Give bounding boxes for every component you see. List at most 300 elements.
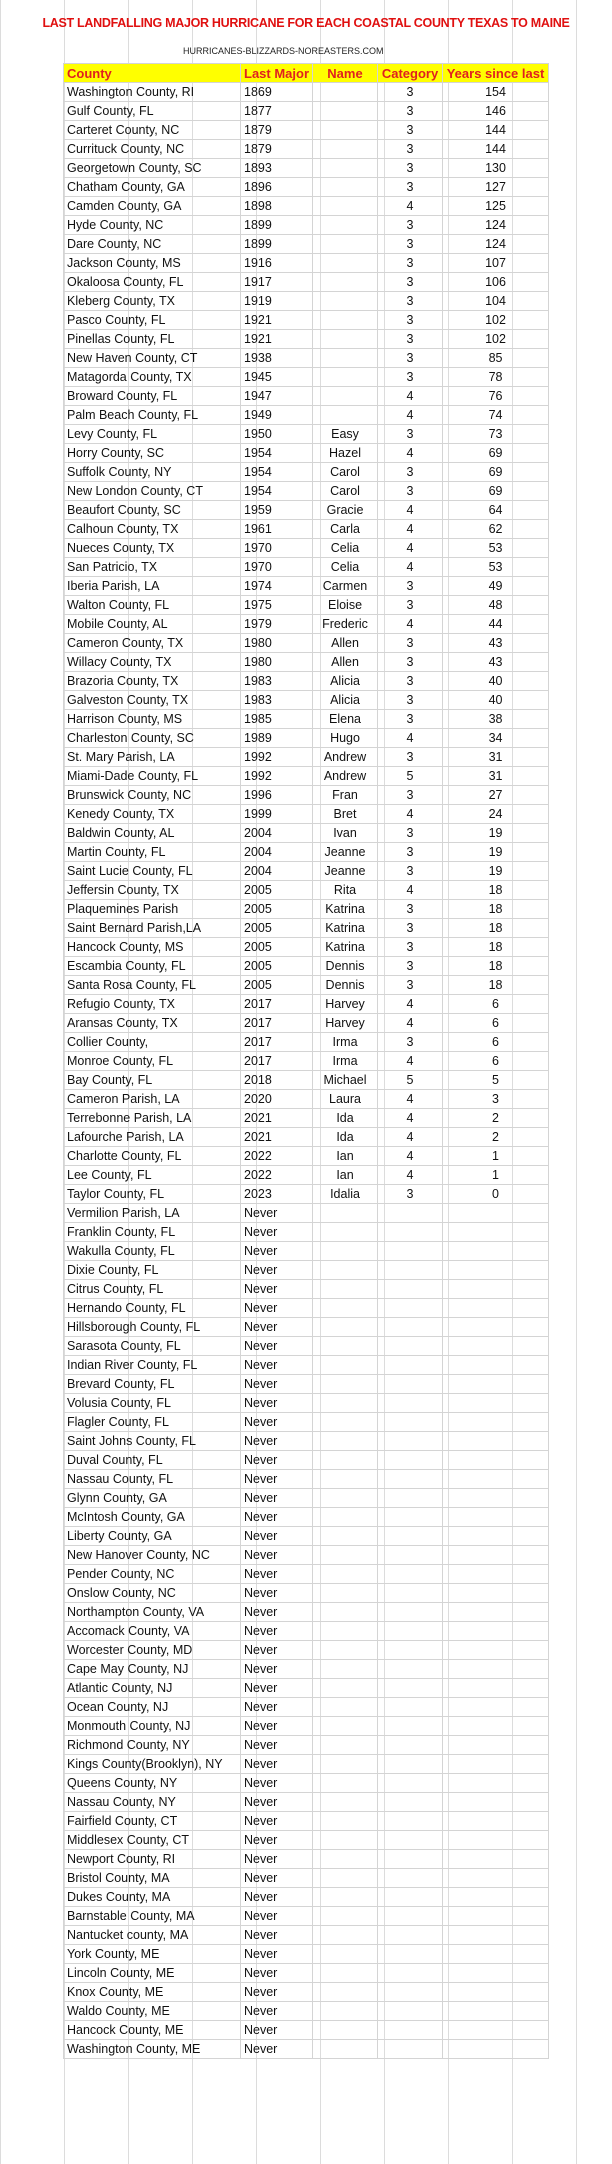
years-since-cell[interactable] [443, 1432, 549, 1451]
name-cell[interactable]: Jeanne [313, 843, 378, 862]
county-cell[interactable]: Kings County(Brooklyn), NY [64, 1755, 241, 1774]
years-since-cell[interactable] [443, 1242, 549, 1261]
category-cell[interactable] [378, 1470, 443, 1489]
last-major-cell[interactable]: 2017 [241, 1033, 313, 1052]
category-cell[interactable]: 4 [378, 520, 443, 539]
name-cell[interactable] [313, 1869, 378, 1888]
years-since-cell[interactable] [443, 1375, 549, 1394]
last-major-cell[interactable]: 2004 [241, 843, 313, 862]
category-cell[interactable] [378, 1622, 443, 1641]
county-cell[interactable]: Calhoun County, TX [64, 520, 241, 539]
category-cell[interactable]: 3 [378, 1033, 443, 1052]
last-major-cell[interactable]: Never [241, 1394, 313, 1413]
last-major-cell[interactable]: Never [241, 1299, 313, 1318]
category-cell[interactable]: 3 [378, 748, 443, 767]
county-cell[interactable]: Indian River County, FL [64, 1356, 241, 1375]
county-cell[interactable]: Washington County, ME [64, 2040, 241, 2059]
name-cell[interactable]: Dennis [313, 976, 378, 995]
last-major-cell[interactable]: 1916 [241, 254, 313, 273]
county-cell[interactable]: Saint Lucie County, FL [64, 862, 241, 881]
years-since-cell[interactable]: 144 [443, 121, 549, 140]
county-cell[interactable]: Refugio County, TX [64, 995, 241, 1014]
name-cell[interactable]: Rita [313, 881, 378, 900]
county-cell[interactable]: Terrebonne Parish, LA [64, 1109, 241, 1128]
county-cell[interactable]: Franklin County, FL [64, 1223, 241, 1242]
county-cell[interactable]: Dixie County, FL [64, 1261, 241, 1280]
last-major-cell[interactable]: Never [241, 1869, 313, 1888]
category-cell[interactable]: 3 [378, 159, 443, 178]
years-since-cell[interactable] [443, 1489, 549, 1508]
last-major-cell[interactable]: 1979 [241, 615, 313, 634]
last-major-cell[interactable]: 2021 [241, 1109, 313, 1128]
county-cell[interactable]: Kleberg County, TX [64, 292, 241, 311]
category-cell[interactable] [378, 1793, 443, 1812]
name-cell[interactable] [313, 1812, 378, 1831]
category-cell[interactable]: 3 [378, 900, 443, 919]
name-cell[interactable] [313, 1888, 378, 1907]
name-cell[interactable] [313, 1356, 378, 1375]
years-since-cell[interactable]: 53 [443, 558, 549, 577]
last-major-cell[interactable]: 2005 [241, 900, 313, 919]
category-cell[interactable] [378, 1565, 443, 1584]
name-cell[interactable] [313, 216, 378, 235]
county-cell[interactable]: Okaloosa County, FL [64, 273, 241, 292]
last-major-cell[interactable]: Never [241, 1242, 313, 1261]
name-cell[interactable]: Easy [313, 425, 378, 444]
name-cell[interactable] [313, 1337, 378, 1356]
county-cell[interactable]: Mobile County, AL [64, 615, 241, 634]
name-cell[interactable] [313, 349, 378, 368]
county-cell[interactable]: Brunswick County, NC [64, 786, 241, 805]
years-since-cell[interactable]: 53 [443, 539, 549, 558]
last-major-cell[interactable]: 2017 [241, 1014, 313, 1033]
years-since-cell[interactable] [443, 1546, 549, 1565]
category-cell[interactable]: 3 [378, 596, 443, 615]
last-major-cell[interactable]: 2021 [241, 1128, 313, 1147]
years-since-cell[interactable]: 19 [443, 824, 549, 843]
years-since-cell[interactable] [443, 1774, 549, 1793]
category-cell[interactable] [378, 1812, 443, 1831]
last-major-cell[interactable]: 1954 [241, 463, 313, 482]
county-cell[interactable]: Pinellas County, FL [64, 330, 241, 349]
county-cell[interactable]: Volusia County, FL [64, 1394, 241, 1413]
name-cell[interactable] [313, 1945, 378, 1964]
county-cell[interactable]: Lincoln County, ME [64, 1964, 241, 1983]
county-cell[interactable]: Monmouth County, NJ [64, 1717, 241, 1736]
last-major-cell[interactable]: 2004 [241, 824, 313, 843]
name-cell[interactable] [313, 330, 378, 349]
last-major-cell[interactable]: Never [241, 1318, 313, 1337]
name-cell[interactable]: Carol [313, 463, 378, 482]
last-major-cell[interactable]: 2018 [241, 1071, 313, 1090]
years-since-cell[interactable]: 18 [443, 900, 549, 919]
years-since-cell[interactable]: 154 [443, 83, 549, 102]
county-cell[interactable]: Hyde County, NC [64, 216, 241, 235]
name-cell[interactable] [313, 83, 378, 102]
name-cell[interactable] [313, 1299, 378, 1318]
last-major-cell[interactable]: 1989 [241, 729, 313, 748]
county-cell[interactable]: Accomack County, VA [64, 1622, 241, 1641]
category-cell[interactable]: 3 [378, 311, 443, 330]
last-major-cell[interactable]: Never [241, 1584, 313, 1603]
last-major-cell[interactable]: 1975 [241, 596, 313, 615]
years-since-cell[interactable] [443, 1907, 549, 1926]
county-cell[interactable]: St. Mary Parish, LA [64, 748, 241, 767]
years-since-cell[interactable] [443, 1470, 549, 1489]
header-county[interactable]: County [64, 64, 241, 83]
header-name[interactable]: Name [313, 64, 378, 83]
category-cell[interactable] [378, 1831, 443, 1850]
last-major-cell[interactable]: 1938 [241, 349, 313, 368]
category-cell[interactable] [378, 1223, 443, 1242]
years-since-cell[interactable]: 40 [443, 672, 549, 691]
county-cell[interactable]: Brazoria County, TX [64, 672, 241, 691]
last-major-cell[interactable]: Never [241, 1945, 313, 1964]
last-major-cell[interactable]: 2017 [241, 995, 313, 1014]
years-since-cell[interactable] [443, 1603, 549, 1622]
category-cell[interactable] [378, 1432, 443, 1451]
years-since-cell[interactable]: 6 [443, 1014, 549, 1033]
category-cell[interactable]: 4 [378, 558, 443, 577]
county-cell[interactable]: Citrus County, FL [64, 1280, 241, 1299]
county-cell[interactable]: Broward County, FL [64, 387, 241, 406]
category-cell[interactable]: 3 [378, 121, 443, 140]
county-cell[interactable]: Duval County, FL [64, 1451, 241, 1470]
last-major-cell[interactable]: Never [241, 1755, 313, 1774]
last-major-cell[interactable]: 1974 [241, 577, 313, 596]
category-cell[interactable] [378, 1907, 443, 1926]
name-cell[interactable] [313, 1698, 378, 1717]
county-cell[interactable]: Palm Beach County, FL [64, 406, 241, 425]
county-cell[interactable]: Saint Bernard Parish,LA [64, 919, 241, 938]
county-cell[interactable]: Waldo County, ME [64, 2002, 241, 2021]
county-cell[interactable]: Chatham County, GA [64, 178, 241, 197]
county-cell[interactable]: Pasco County, FL [64, 311, 241, 330]
years-since-cell[interactable] [443, 1299, 549, 1318]
category-cell[interactable]: 4 [378, 1014, 443, 1033]
name-cell[interactable] [313, 1508, 378, 1527]
last-major-cell[interactable]: 1896 [241, 178, 313, 197]
category-cell[interactable] [378, 1261, 443, 1280]
county-cell[interactable]: Jeffersin County, TX [64, 881, 241, 900]
county-cell[interactable]: Currituck County, NC [64, 140, 241, 159]
years-since-cell[interactable] [443, 1983, 549, 2002]
years-since-cell[interactable]: 102 [443, 330, 549, 349]
last-major-cell[interactable]: Never [241, 1356, 313, 1375]
county-cell[interactable]: Carteret County, NC [64, 121, 241, 140]
years-since-cell[interactable]: 78 [443, 368, 549, 387]
name-cell[interactable]: Allen [313, 634, 378, 653]
category-cell[interactable] [378, 1204, 443, 1223]
years-since-cell[interactable]: 27 [443, 786, 549, 805]
name-cell[interactable]: Allen [313, 653, 378, 672]
years-since-cell[interactable]: 48 [443, 596, 549, 615]
years-since-cell[interactable]: 38 [443, 710, 549, 729]
county-cell[interactable]: Lee County, FL [64, 1166, 241, 1185]
years-since-cell[interactable]: 2 [443, 1128, 549, 1147]
category-cell[interactable]: 4 [378, 995, 443, 1014]
last-major-cell[interactable]: 2005 [241, 881, 313, 900]
years-since-cell[interactable] [443, 1831, 549, 1850]
years-since-cell[interactable] [443, 1261, 549, 1280]
last-major-cell[interactable]: 1879 [241, 121, 313, 140]
category-cell[interactable]: 4 [378, 406, 443, 425]
years-since-cell[interactable] [443, 1413, 549, 1432]
last-major-cell[interactable]: Never [241, 1432, 313, 1451]
last-major-cell[interactable]: Never [241, 1698, 313, 1717]
name-cell[interactable] [313, 1717, 378, 1736]
years-since-cell[interactable] [443, 1755, 549, 1774]
years-since-cell[interactable] [443, 1641, 549, 1660]
last-major-cell[interactable]: 1961 [241, 520, 313, 539]
last-major-cell[interactable]: Never [241, 1375, 313, 1394]
county-cell[interactable]: Saint Johns County, FL [64, 1432, 241, 1451]
category-cell[interactable] [378, 1679, 443, 1698]
last-major-cell[interactable]: 1921 [241, 330, 313, 349]
last-major-cell[interactable]: 1980 [241, 653, 313, 672]
category-cell[interactable]: 3 [378, 653, 443, 672]
category-cell[interactable]: 4 [378, 729, 443, 748]
last-major-cell[interactable]: 1954 [241, 444, 313, 463]
years-since-cell[interactable] [443, 1280, 549, 1299]
category-cell[interactable]: 3 [378, 216, 443, 235]
last-major-cell[interactable]: 1919 [241, 292, 313, 311]
county-cell[interactable]: Harrison County, MS [64, 710, 241, 729]
category-cell[interactable]: 4 [378, 1109, 443, 1128]
years-since-cell[interactable]: 125 [443, 197, 549, 216]
name-cell[interactable]: Katrina [313, 900, 378, 919]
years-since-cell[interactable] [443, 2040, 549, 2059]
years-since-cell[interactable] [443, 1850, 549, 1869]
category-cell[interactable]: 4 [378, 444, 443, 463]
name-cell[interactable]: Dennis [313, 957, 378, 976]
name-cell[interactable] [313, 121, 378, 140]
category-cell[interactable]: 3 [378, 786, 443, 805]
name-cell[interactable] [313, 1204, 378, 1223]
years-since-cell[interactable] [443, 1926, 549, 1945]
category-cell[interactable] [378, 1603, 443, 1622]
years-since-cell[interactable] [443, 1394, 549, 1413]
years-since-cell[interactable]: 18 [443, 938, 549, 957]
years-since-cell[interactable] [443, 1204, 549, 1223]
name-cell[interactable]: Ivan [313, 824, 378, 843]
county-cell[interactable]: Barnstable County, MA [64, 1907, 241, 1926]
category-cell[interactable]: 4 [378, 1147, 443, 1166]
name-cell[interactable] [313, 273, 378, 292]
category-cell[interactable]: 3 [378, 463, 443, 482]
county-cell[interactable]: Kenedy County, TX [64, 805, 241, 824]
years-since-cell[interactable]: 69 [443, 463, 549, 482]
category-cell[interactable]: 3 [378, 102, 443, 121]
last-major-cell[interactable]: 2017 [241, 1052, 313, 1071]
county-cell[interactable]: San Patricio, TX [64, 558, 241, 577]
county-cell[interactable]: Levy County, FL [64, 425, 241, 444]
category-cell[interactable]: 3 [378, 634, 443, 653]
years-since-cell[interactable] [443, 1356, 549, 1375]
years-since-cell[interactable]: 104 [443, 292, 549, 311]
last-major-cell[interactable]: 1983 [241, 672, 313, 691]
name-cell[interactable]: Elena [313, 710, 378, 729]
years-since-cell[interactable]: 6 [443, 995, 549, 1014]
county-cell[interactable]: Cape May County, NJ [64, 1660, 241, 1679]
category-cell[interactable] [378, 1660, 443, 1679]
county-cell[interactable]: Nueces County, TX [64, 539, 241, 558]
county-cell[interactable]: Matagorda County, TX [64, 368, 241, 387]
years-since-cell[interactable]: 69 [443, 444, 549, 463]
county-cell[interactable]: Hancock County, ME [64, 2021, 241, 2040]
last-major-cell[interactable]: Never [241, 1850, 313, 1869]
last-major-cell[interactable]: Never [241, 1926, 313, 1945]
county-cell[interactable]: Charleston County, SC [64, 729, 241, 748]
years-since-cell[interactable]: 31 [443, 748, 549, 767]
county-cell[interactable]: Nassau County, FL [64, 1470, 241, 1489]
last-major-cell[interactable]: 1898 [241, 197, 313, 216]
last-major-cell[interactable]: Never [241, 1508, 313, 1527]
category-cell[interactable]: 3 [378, 1185, 443, 1204]
category-cell[interactable]: 3 [378, 368, 443, 387]
name-cell[interactable]: Celia [313, 539, 378, 558]
county-cell[interactable]: Glynn County, GA [64, 1489, 241, 1508]
category-cell[interactable]: 5 [378, 767, 443, 786]
category-cell[interactable]: 3 [378, 672, 443, 691]
name-cell[interactable] [313, 1546, 378, 1565]
years-since-cell[interactable] [443, 1698, 549, 1717]
years-since-cell[interactable]: 69 [443, 482, 549, 501]
years-since-cell[interactable] [443, 1622, 549, 1641]
category-cell[interactable] [378, 1546, 443, 1565]
years-since-cell[interactable] [443, 2021, 549, 2040]
category-cell[interactable]: 3 [378, 140, 443, 159]
county-cell[interactable]: Collier County, [64, 1033, 241, 1052]
category-cell[interactable] [378, 2040, 443, 2059]
category-cell[interactable] [378, 1508, 443, 1527]
category-cell[interactable]: 4 [378, 881, 443, 900]
name-cell[interactable]: Carol [313, 482, 378, 501]
category-cell[interactable]: 3 [378, 83, 443, 102]
category-cell[interactable]: 4 [378, 387, 443, 406]
years-since-cell[interactable]: 62 [443, 520, 549, 539]
county-cell[interactable]: Horry County, SC [64, 444, 241, 463]
county-cell[interactable]: New Haven County, CT [64, 349, 241, 368]
category-cell[interactable]: 4 [378, 539, 443, 558]
name-cell[interactable]: Carmen [313, 577, 378, 596]
years-since-cell[interactable]: 107 [443, 254, 549, 273]
header-years-since[interactable]: Years since last [443, 64, 549, 83]
last-major-cell[interactable]: Never [241, 1774, 313, 1793]
name-cell[interactable] [313, 292, 378, 311]
county-cell[interactable]: Sarasota County, FL [64, 1337, 241, 1356]
header-category[interactable]: Category [378, 64, 443, 83]
name-cell[interactable] [313, 1280, 378, 1299]
years-since-cell[interactable] [443, 1337, 549, 1356]
name-cell[interactable]: Ida [313, 1109, 378, 1128]
name-cell[interactable] [313, 1641, 378, 1660]
last-major-cell[interactable]: Never [241, 1964, 313, 1983]
name-cell[interactable] [313, 368, 378, 387]
last-major-cell[interactable]: Never [241, 1660, 313, 1679]
county-cell[interactable]: Pender County, NC [64, 1565, 241, 1584]
name-cell[interactable]: Bret [313, 805, 378, 824]
years-since-cell[interactable] [443, 1888, 549, 1907]
county-cell[interactable]: Jackson County, MS [64, 254, 241, 273]
name-cell[interactable] [313, 1793, 378, 1812]
last-major-cell[interactable]: 1877 [241, 102, 313, 121]
last-major-cell[interactable]: 2005 [241, 938, 313, 957]
last-major-cell[interactable]: 1921 [241, 311, 313, 330]
last-major-cell[interactable]: Never [241, 1641, 313, 1660]
county-cell[interactable]: McIntosh County, GA [64, 1508, 241, 1527]
county-cell[interactable]: Brevard County, FL [64, 1375, 241, 1394]
years-since-cell[interactable]: 24 [443, 805, 549, 824]
last-major-cell[interactable]: 2020 [241, 1090, 313, 1109]
name-cell[interactable] [313, 1565, 378, 1584]
county-cell[interactable]: Hillsborough County, FL [64, 1318, 241, 1337]
years-since-cell[interactable]: 43 [443, 634, 549, 653]
last-major-cell[interactable]: 1893 [241, 159, 313, 178]
county-cell[interactable]: Northampton County, VA [64, 1603, 241, 1622]
years-since-cell[interactable]: 74 [443, 406, 549, 425]
last-major-cell[interactable]: 1985 [241, 710, 313, 729]
county-cell[interactable]: Beaufort County, SC [64, 501, 241, 520]
name-cell[interactable] [313, 1964, 378, 1983]
name-cell[interactable] [313, 1907, 378, 1926]
last-major-cell[interactable]: 1970 [241, 539, 313, 558]
name-cell[interactable]: Carla [313, 520, 378, 539]
name-cell[interactable] [313, 102, 378, 121]
category-cell[interactable]: 3 [378, 957, 443, 976]
years-since-cell[interactable]: 102 [443, 311, 549, 330]
years-since-cell[interactable]: 2 [443, 1109, 549, 1128]
name-cell[interactable]: Laura [313, 1090, 378, 1109]
category-cell[interactable]: 5 [378, 1071, 443, 1090]
years-since-cell[interactable]: 130 [443, 159, 549, 178]
years-since-cell[interactable] [443, 1527, 549, 1546]
county-cell[interactable]: Willacy County, TX [64, 653, 241, 672]
category-cell[interactable] [378, 1964, 443, 1983]
last-major-cell[interactable]: 1959 [241, 501, 313, 520]
last-major-cell[interactable]: Never [241, 1603, 313, 1622]
county-cell[interactable]: Georgetown County, SC [64, 159, 241, 178]
last-major-cell[interactable]: 2005 [241, 957, 313, 976]
name-cell[interactable] [313, 1432, 378, 1451]
name-cell[interactable] [313, 2040, 378, 2059]
last-major-cell[interactable]: 1945 [241, 368, 313, 387]
last-major-cell[interactable]: Never [241, 1812, 313, 1831]
last-major-cell[interactable]: 2023 [241, 1185, 313, 1204]
county-cell[interactable]: Plaquemines Parish [64, 900, 241, 919]
last-major-cell[interactable]: 1879 [241, 140, 313, 159]
name-cell[interactable] [313, 1603, 378, 1622]
category-cell[interactable]: 3 [378, 292, 443, 311]
name-cell[interactable] [313, 197, 378, 216]
name-cell[interactable]: Ida [313, 1128, 378, 1147]
last-major-cell[interactable]: 1996 [241, 786, 313, 805]
last-major-cell[interactable]: Never [241, 1717, 313, 1736]
last-major-cell[interactable]: 2022 [241, 1147, 313, 1166]
name-cell[interactable] [313, 1983, 378, 2002]
years-since-cell[interactable] [443, 1812, 549, 1831]
years-since-cell[interactable]: 19 [443, 862, 549, 881]
name-cell[interactable] [313, 2021, 378, 2040]
name-cell[interactable]: Katrina [313, 919, 378, 938]
county-cell[interactable]: Knox County, ME [64, 1983, 241, 2002]
years-since-cell[interactable]: 31 [443, 767, 549, 786]
name-cell[interactable]: Hazel [313, 444, 378, 463]
last-major-cell[interactable]: Never [241, 2002, 313, 2021]
county-cell[interactable]: Richmond County, NY [64, 1736, 241, 1755]
last-major-cell[interactable]: Never [241, 1280, 313, 1299]
county-cell[interactable]: Aransas County, TX [64, 1014, 241, 1033]
